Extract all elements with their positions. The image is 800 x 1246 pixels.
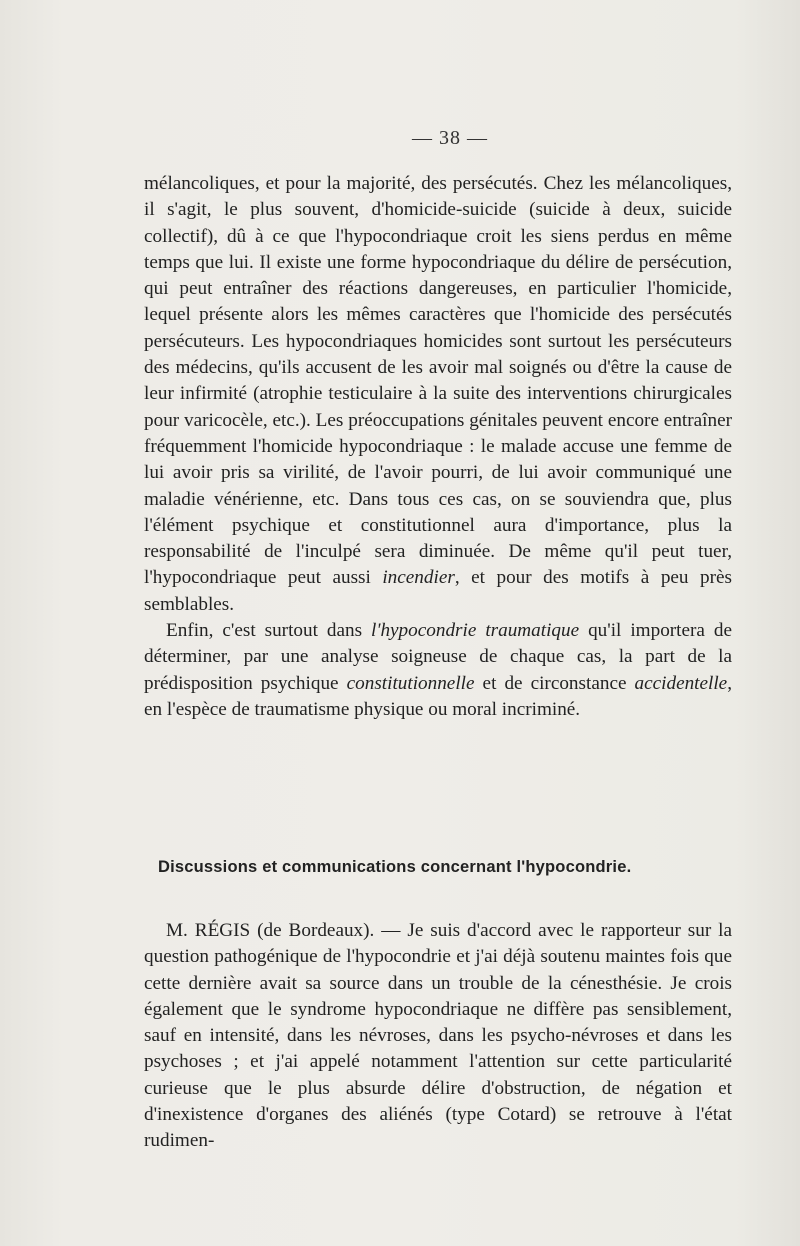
- paragraph-2-part-b: qu'il importera de déterminer, par une analyse soigneuse de chaque cas, la part de la prédisposition psychique: [144, 620, 732, 694]
- paragraph-2-emphasis-2: constitutionnelle: [346, 672, 475, 694]
- paragraph-1-end: , et pour des motifs à peu près semblables.: [144, 567, 732, 615]
- paragraph-2-emphasis-3: accidentelle: [634, 672, 728, 694]
- paragraph-2-part-c: et de circonstance: [474, 672, 635, 694]
- discussion-text: [144, 918, 732, 1155]
- page-number: — 38 —: [412, 127, 488, 149]
- paragraph-2-part-d: , en l'espèce de traumatisme physique ou moral incriminé.: [144, 672, 732, 720]
- paragraph-2: [144, 618, 732, 723]
- paragraph-2-part-a: Enfin, c'est surtout dans: [166, 620, 372, 642]
- section-heading: Discussions et communications concernant l'hypocondrie.: [158, 858, 632, 876]
- discussion-paragraph-1: M. RÉGIS (de Bordeaux). — Je suis d'accord avec le rapporteur sur la question pathogénique de l'hypocondrie et j'ai déjà soutenu maintes fois que cette dernière avait sa source dans un trouble de la cénesthésie. Je crois également que le syndrome hypocondriaque ne diffère pas sensiblement, sauf en intensité, dans les névroses, dans les psycho-névroses et dans les psychoses ; et j'ai appelé notamment l'attention sur cette particularité curieuse que le plus absurde délire d'obstruction, de négation et d'inexistence d'organes des aliénés (type Cotard) se retrouve à l'état rudimen-: [144, 920, 732, 1152]
- body-text: [144, 171, 732, 723]
- paragraph-1-text: mélancoliques, et pour la majorité, des persécutés. Chez les mélancoliques, il s'agit, le plus souvent, d'homicide-suicide (suicide à deux, suicide collectif), dû à ce que l'hypocondriaque croit les siens perdus en même temps que lui. Il existe une forme hypocondriaque du délire de persécution, qui peut entraîner des réactions dangereuses, en particulier l'homicide, lequel présente alors les mêmes caractères que l'homicide des persécutés persécuteurs. Les hypocondriaques homicides sont surtout les persécuteurs des médecins, qu'ils accusent de les avoir mal soignés ou d'être la cause de leur infirmité (atrophie testiculaire à la suite des interventions chirurgicales pour varicocèle, etc.). Les préoccupations génitales peuvent encore entraîner fréquemment l'homicide hypocondriaque : le malade accuse une femme de lui avoir pris sa virilité, de l'avoir pourri, de lui avoir communiqué une maladie vénérienne, etc. Dans tous ces cas, on se souviendra que, plus l'élément psychique et constitutionnel aura d'importance, plus la responsabilité de l'inculpé sera diminuée. De même qu'il peut tuer, l'hypocondriaque peut aussi: [144, 173, 732, 589]
- paragraph-1-emphasis: incendier: [382, 567, 455, 589]
- paragraph-2-emphasis-1: l'hypocondrie traumatique: [371, 620, 580, 642]
- paragraph-1: [144, 171, 732, 618]
